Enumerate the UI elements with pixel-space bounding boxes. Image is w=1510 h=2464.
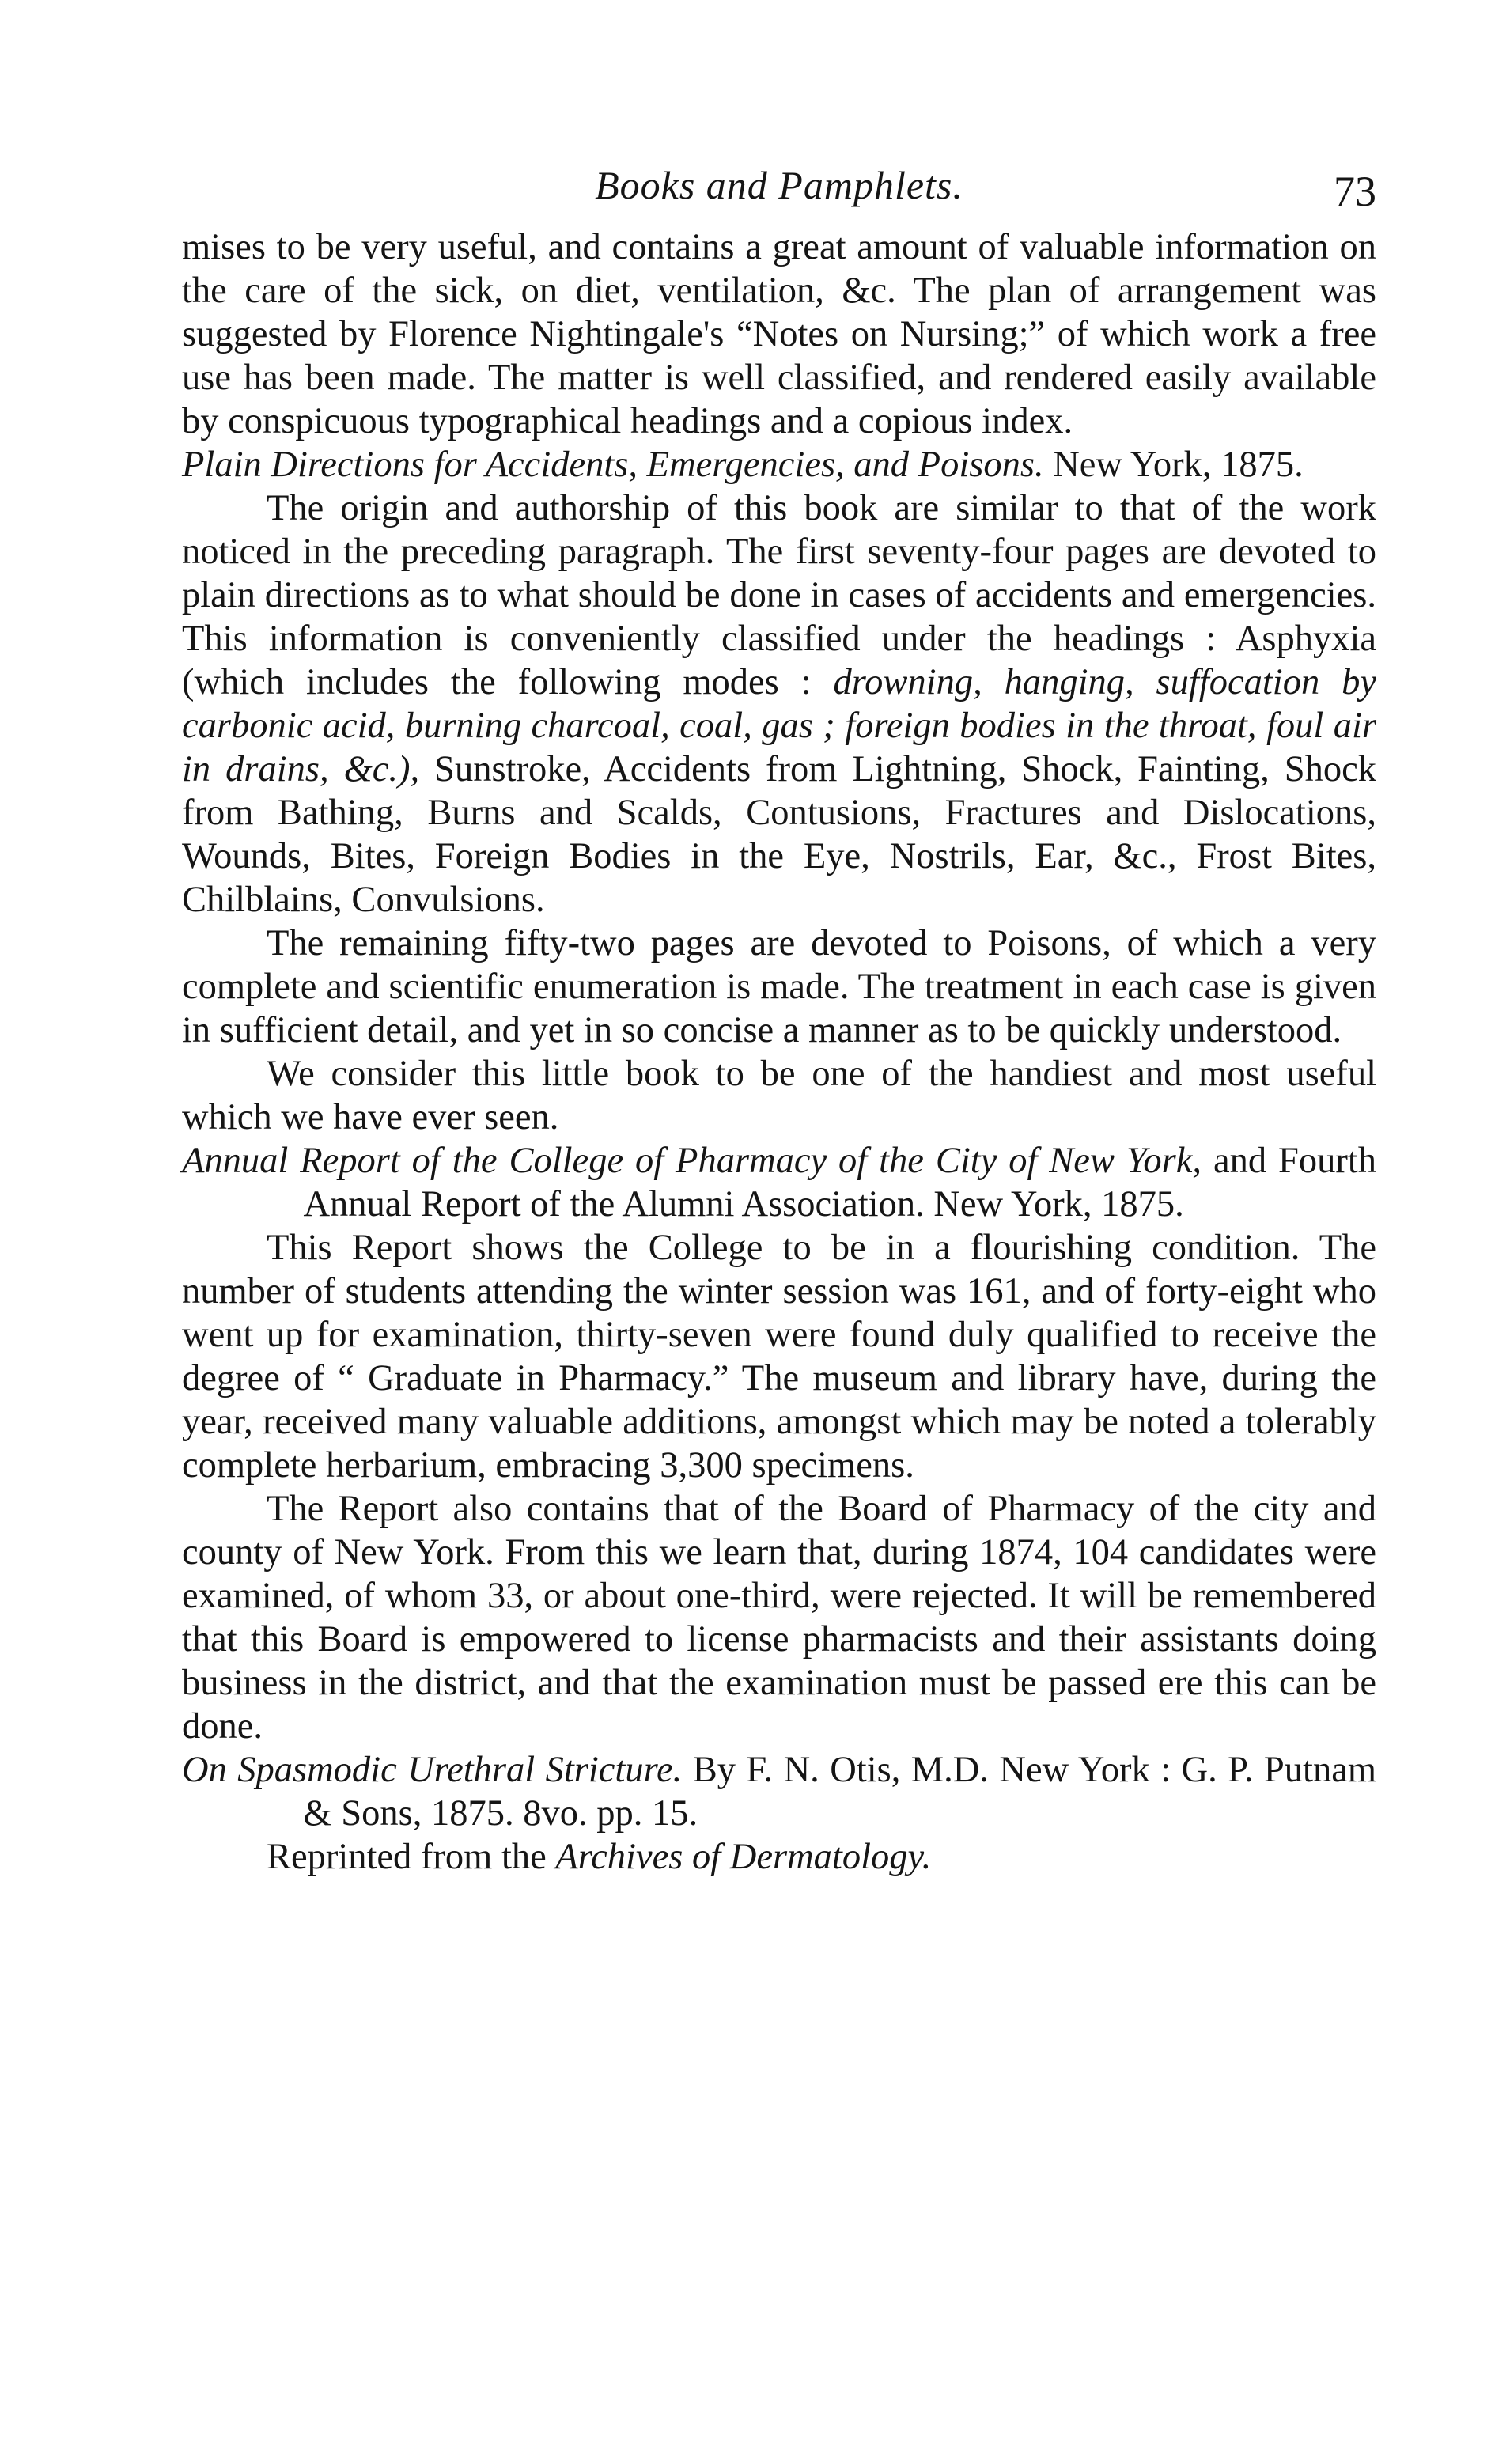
entry-annual-report [182, 1139, 1376, 1226]
running-title: Books and Pamphlets. [595, 163, 963, 207]
entry-title: Plain Directions for Accidents, Emergencies, and Poisons. [182, 445, 1044, 485]
book-page [182, 162, 1376, 1879]
italic-source: Archives of Dermatology. [555, 1837, 932, 1877]
entry-imprint: New York, 1875. [1053, 445, 1304, 485]
paragraph-origin [182, 486, 1376, 922]
paragraph-text: Sunstroke, Accidents from Lightning, Shock, Fainting, Shock from Bathing, Burns and Scalds, Contusions, Fractures and Dislocations, Wounds, Bites, Foreign Bodies in the Eye, Nostrils, Ear, &c., Frost Bites, Chilblains, Convulsions. [182, 749, 1377, 920]
paragraph-handiest: We consider this little book to be one of the handiest and most useful which we have ever seen. [182, 1054, 1376, 1137]
paragraph-report: This Report shows the College to be in a flourishing condition. The number of students attending the winter session was 161, and of forty-eight who went up for examination, thirty-seven were found duly qualified to receive the degree of “ Graduate in Pharmacy.” The museum and library have, during the year, received many valuable additions, amongst which may be noted a tolerably complete herbarium, embracing 3,300 specimens. [182, 1228, 1376, 1486]
entry-title: Annual Report of the College of Pharmacy of the City of New York, [182, 1141, 1202, 1181]
paragraph-text: The origin and authorship of this book are similar to that of the work noticed in the preceding paragraph. The first seventy-four pages are devoted to plain directions as to what should be done in cases of accidents and emergencies. This information is conveniently classified under the headings : Asphyxia (which includes the following modes : [182, 488, 1376, 702]
entry-imprint: and Fourth Annual Report of the Alumni Association. New York, 1875. [303, 1141, 1377, 1224]
paragraph-text: Reprinted from the [266, 1837, 547, 1877]
entry-title: On Spasmodic Urethral Stricture. [182, 1750, 683, 1790]
entry-imprint: By F. N. Otis, M.D. New York : G. P. Putnam & Sons, 1875. 8vo. pp. 15. [303, 1750, 1377, 1834]
paragraph-reprinted [182, 1835, 1376, 1879]
italic-list: drowning, hanging, suffocation by carbonic acid, burning charcoal, coal, gas ; foreign bodies in the throat, foul air in drains, &c.), [182, 662, 1377, 789]
entry-spasmodic-stricture [182, 1748, 1376, 1835]
paragraph-poisons: The remaining fifty-two pages are devoted to Poisons, of which a very complete and scientific enumeration is made. The treatment in each case is given in sufficient detail, and yet in so concise a manner as to be quickly understood. [182, 923, 1376, 1050]
paragraph-continued: mises to be very useful, and contains a great amount of valuable information on the care of the sick, on diet, ventilation, &c. The plan of arrangement was suggested by Florence Nightingale's “Notes on Nursing;” of which work a free use has been made. The matter is well classified, and rendered easily available by conspicuous typographical headings and a copious index. [182, 227, 1376, 441]
page-number: 73 [1334, 168, 1376, 215]
entry-plain-directions [182, 443, 1376, 486]
paragraph-board: The Report also contains that of the Board of Pharmacy of the city and county of New York. From this we learn that, during 1874, 104 candidates were examined, of whom 33, or about one-third, were rejected. It will be remembered that this Board is empowered to license pharmacists and their assistants doing business in the district, and that the examination must be passed ere this can be done. [182, 1489, 1376, 1747]
body-text [182, 225, 1376, 1879]
running-head [182, 162, 1376, 225]
